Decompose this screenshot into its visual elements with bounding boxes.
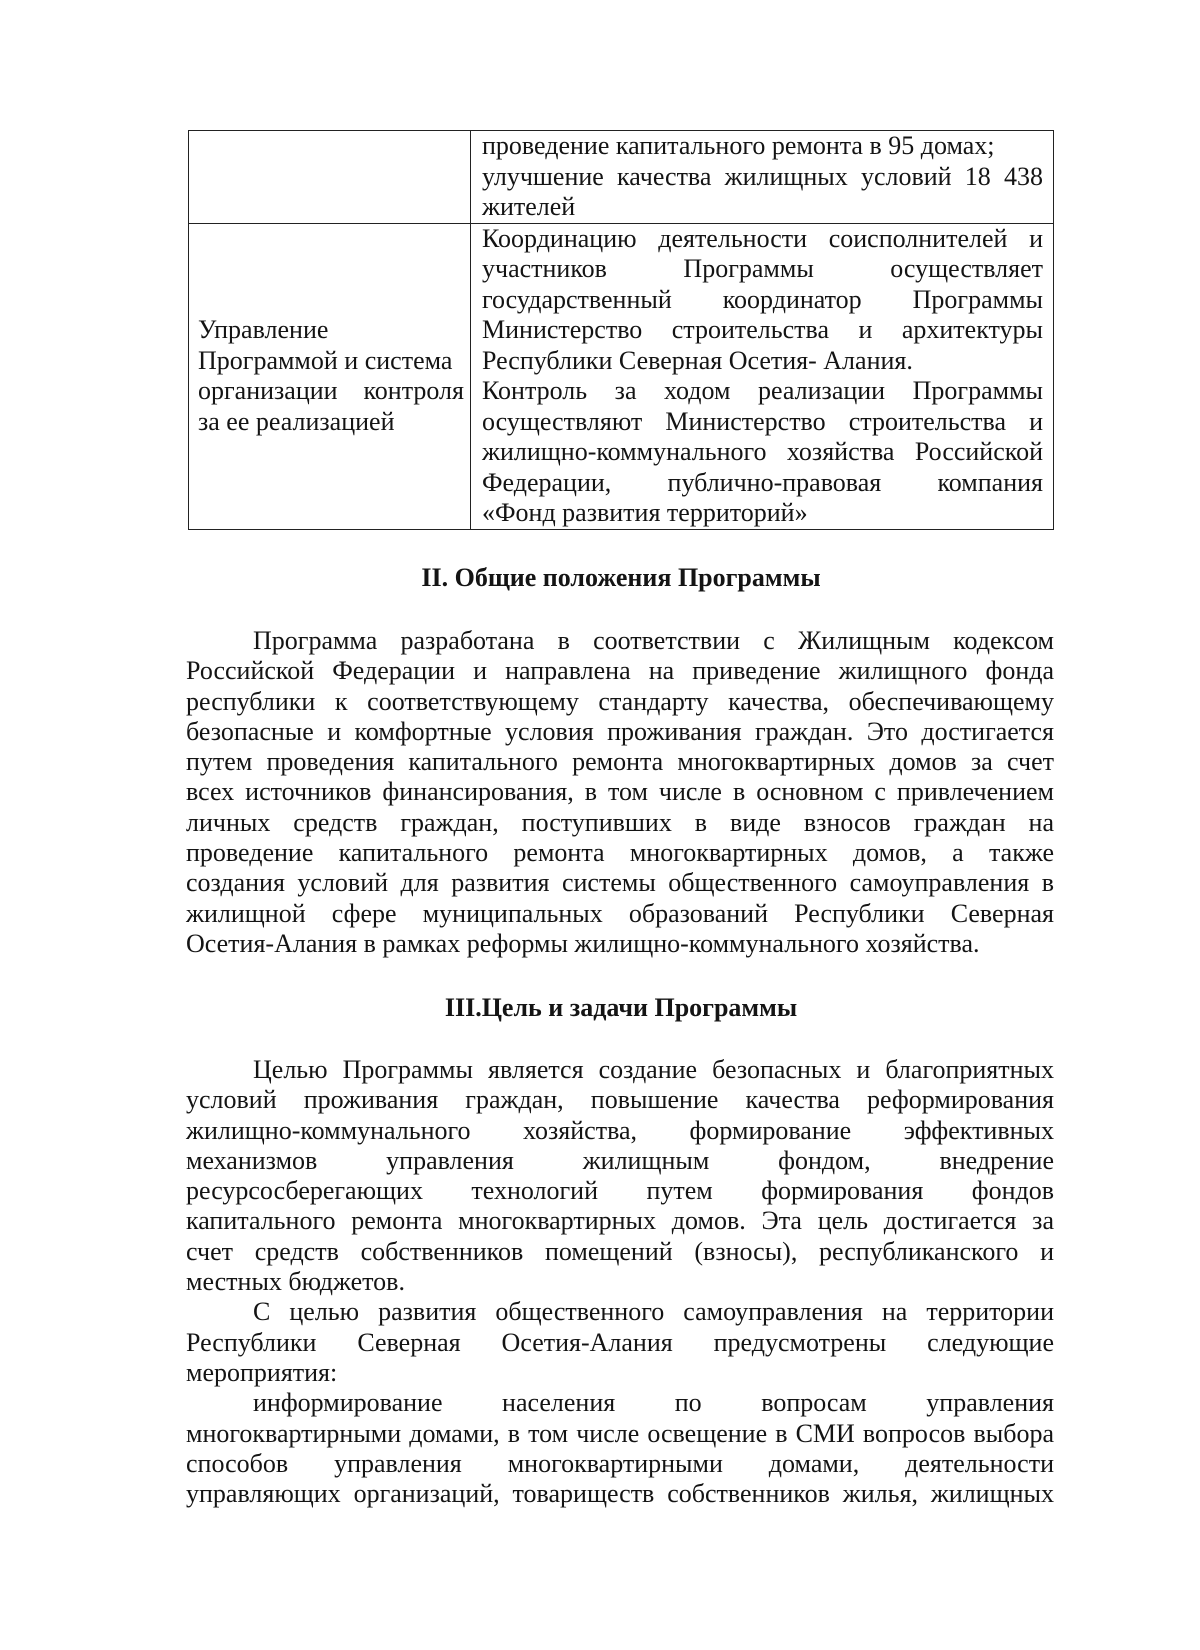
cell-text-line: Координацию деятельности соисполнителей и [482,223,1043,253]
program-passport-table [188,130,1054,530]
cell-text-line: осуществляют Министерство строительства и [482,406,1043,436]
text-line: всех источников финансирования, в том числе в основном с привлечением [186,777,1054,807]
table-row [189,131,1054,224]
text-line: безопасные и комфортные условия проживания граждан. Это достигается [186,716,1054,746]
text-line: капитального ремонта многоквартирных домов. Эта цель достигается за [186,1206,1054,1236]
text-line: условий проживания граждан, повышение качества реформирования [186,1085,1054,1115]
text-line: создания условий для развития системы общественного самоуправления в [186,868,1054,898]
section2-paragraph [186,626,1054,959]
text-line: ресурсосберегающих технологий путем формирования фондов [186,1176,1054,1206]
cell-text-line: за ее реализацией [198,406,395,436]
text-line: многоквартирными домами, в том числе освещение в СМИ вопросов выбора [186,1418,1054,1448]
cell-text-line: улучшение качества жилищных условий 18 438 [482,161,1043,191]
section-heading: II. Общие положения Программы [421,563,821,592]
text-line: механизмов управления жилищным фондом, внедрение [186,1145,1054,1175]
table-cell-value [471,223,1054,529]
table-cell-value [471,131,1054,224]
text-line: жилищно-коммунального хозяйства, формирование эффективных [186,1115,1054,1145]
text-line: управляющих организаций, товариществ собственников жилья, жилищных [186,1479,1054,1509]
cell-text-line: «Фонд развития территорий» [482,498,808,527]
cell-text-line: Федерации, публично-правовая компания [482,467,1043,497]
table-row [189,223,1054,529]
text-line: С целью развития общественного самоуправления на территории [253,1297,1054,1327]
cell-text-line: проведение капитального ремонта в 95 домах; [482,131,995,160]
table-cell-label [189,131,471,224]
section3-paragraph-goal [186,1055,1054,1509]
table-cell-label [189,223,471,529]
cell-text-line: Республики Северная Осетия- Алания. [482,345,913,375]
cell-text-line: Управление [198,315,329,344]
text-line: счет средств собственников помещений (взносы), республиканского и [186,1236,1054,1266]
text-line: проведение капитального ремонта многоквартирных домов, а также [186,838,1054,868]
text-line: Осетия-Алания в рамках реформы жилищно-коммунального хозяйства. [186,928,980,958]
text-line: жилищной сфере муниципальных образований Республики Северная [186,898,1054,928]
cell-text-line: Программой и система [198,345,453,375]
cell-text-line: участников Программы осуществляет [482,254,1043,283]
text-line: Российской Федерации и направлена на приведение жилищного фонда [186,656,1054,686]
cell-text-line: жителей [482,192,576,221]
cell-text-line: Министерство строительства и архитектуры [482,315,1043,344]
cell-text-line: государственный координатор Программы [482,284,1043,314]
text-line: республики к соответствующему стандарту качества, обеспечивающему [186,686,1054,716]
cell-text-line: жилищно-коммунального хозяйства Российской [482,437,1043,466]
cell-text-line: организации контроля [198,376,464,405]
text-line: способов управления многоквартирными домами, деятельности [186,1448,1054,1478]
text-line: личных средств граждан, поступивших в виде взносов граждан на [186,807,1054,837]
text-line: мероприятия: [186,1357,338,1387]
text-line: информирование населения по вопросам управления [253,1388,1054,1418]
text-line: Целью Программы является создание безопасных и благоприятных [253,1055,1054,1084]
text-line: путем проведения капитального ремонта многоквартирных домов за счет [186,747,1054,777]
text-line: Программа разработана в соответствии с Жилищным кодексом [253,626,1054,655]
cell-text-line: Контроль за ходом реализации Программы [482,376,1043,405]
section-heading: III.Цель и задачи Программы [444,993,798,1022]
text-line: Республики Северная Осетия-Алания предусмотрены следующие [186,1327,1054,1357]
text-line: местных бюджетов. [186,1267,405,1297]
